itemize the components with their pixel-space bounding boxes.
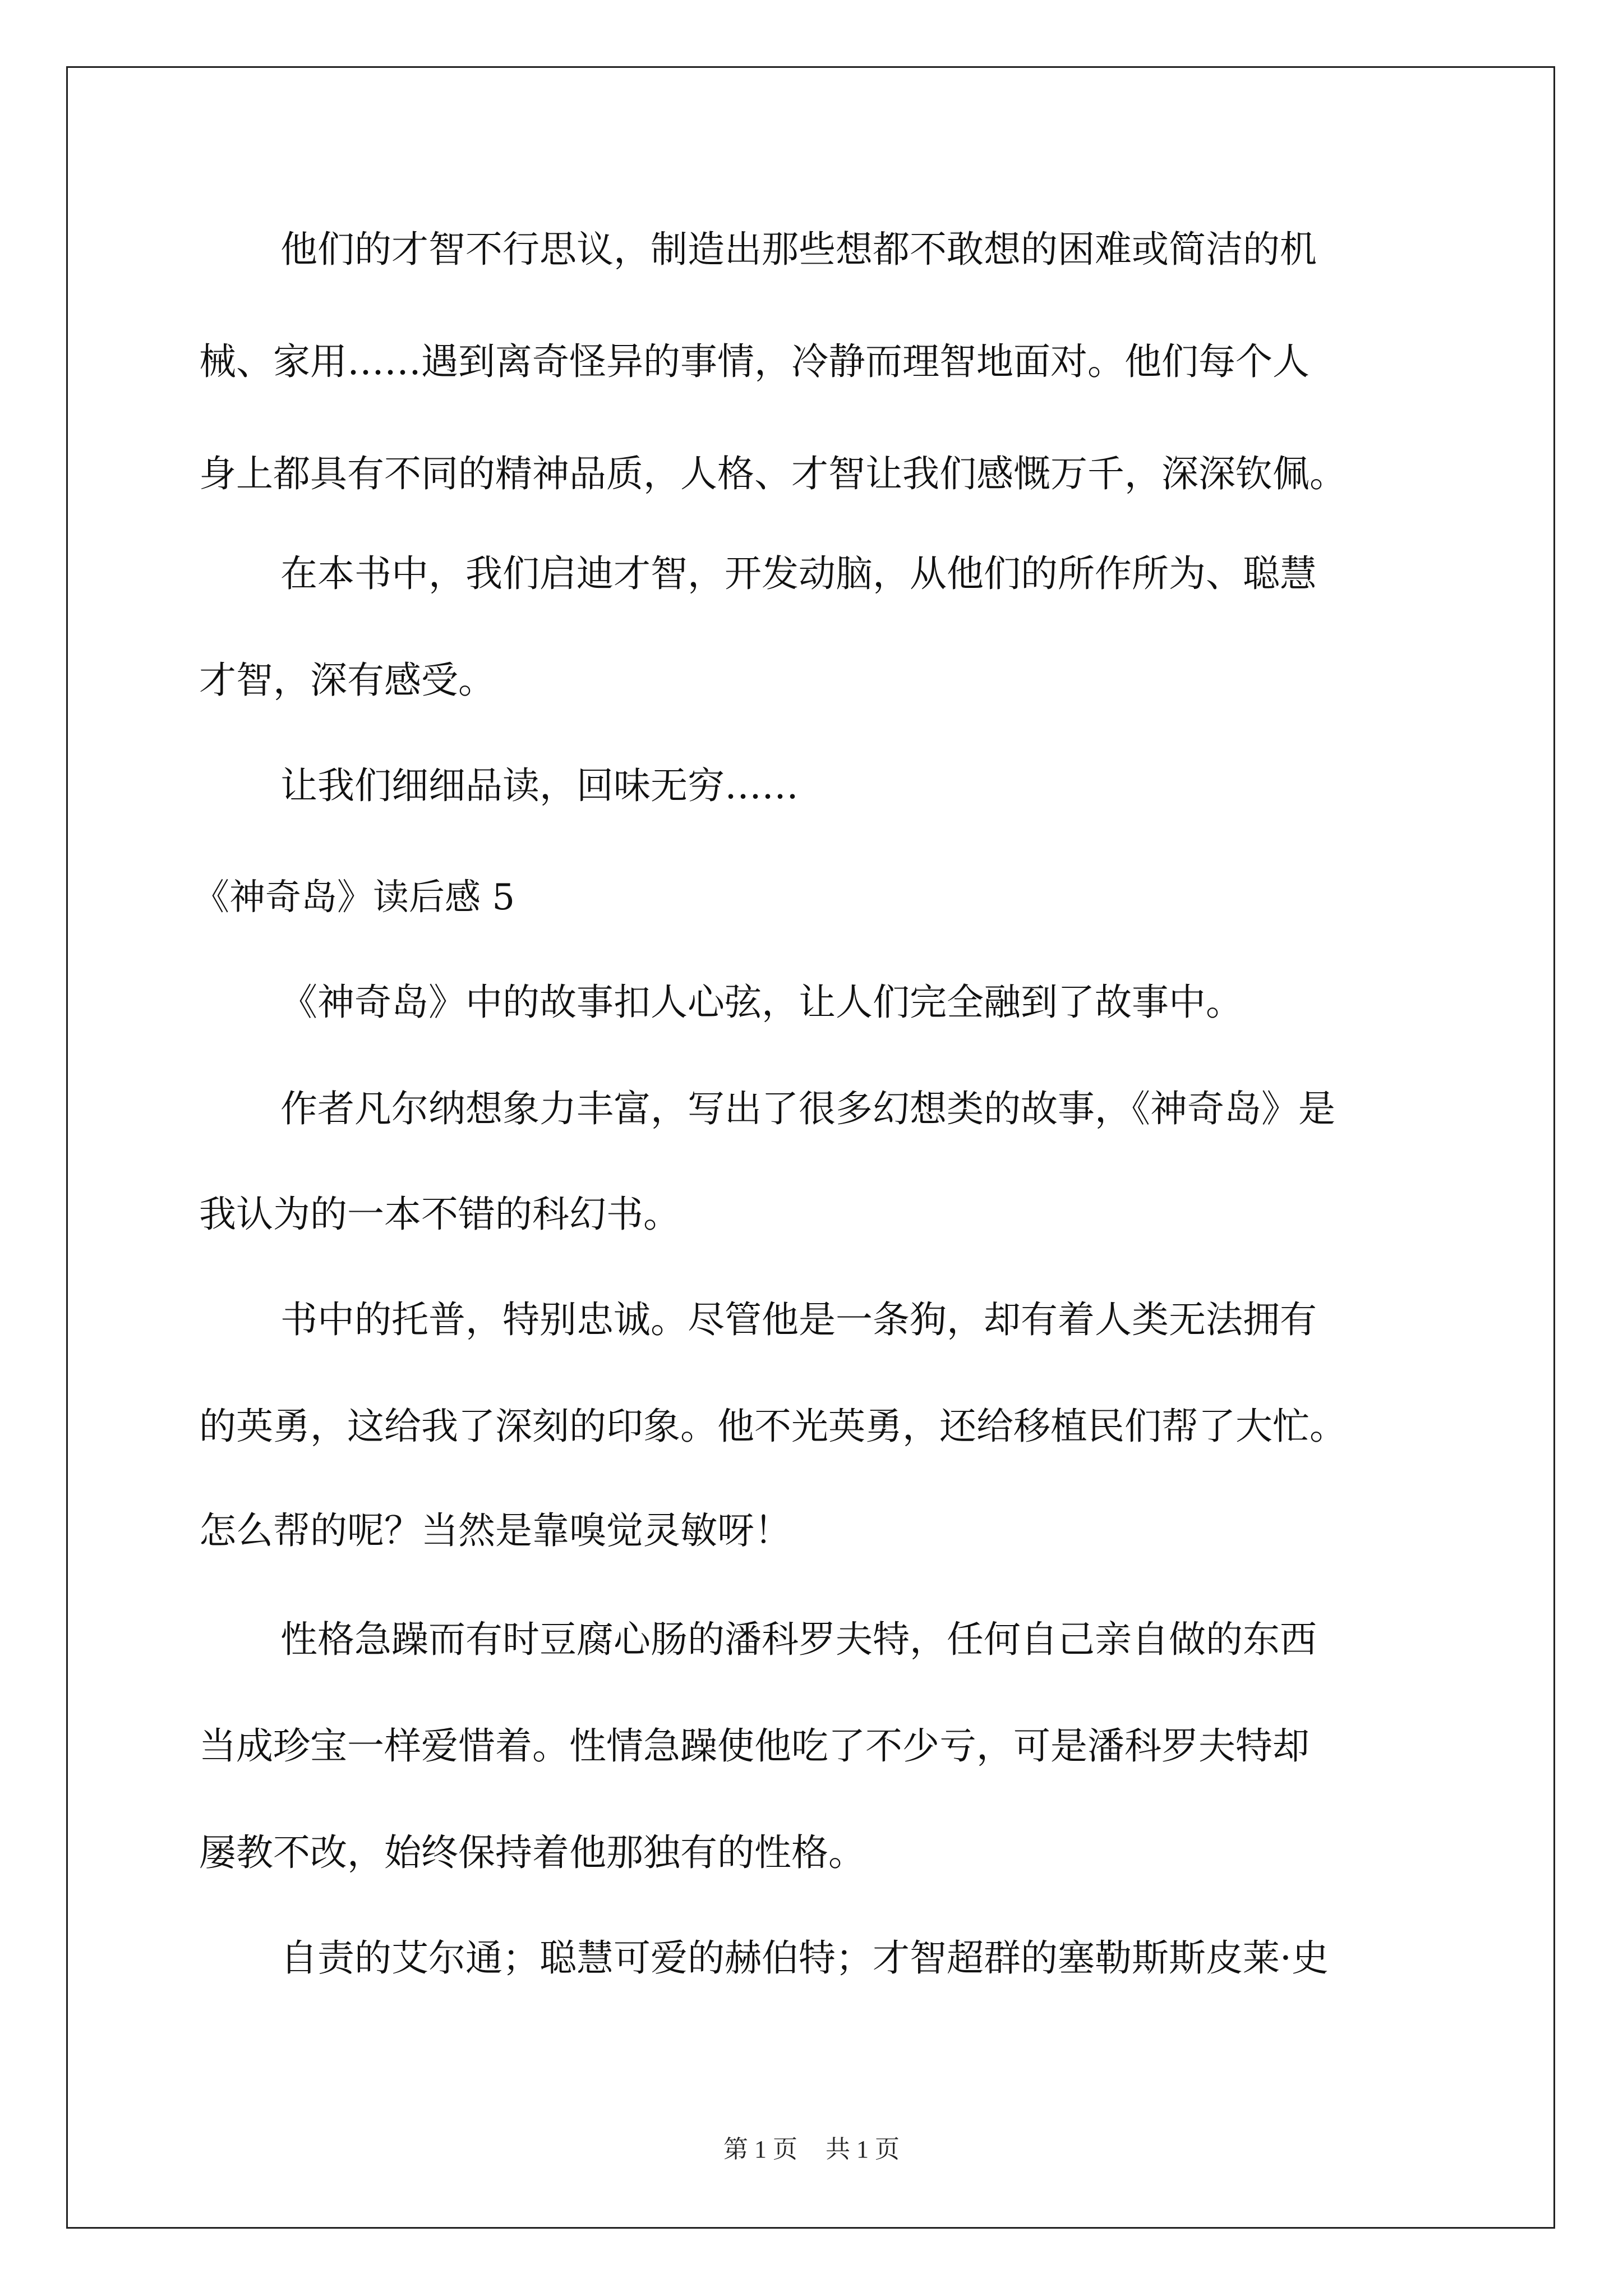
page-border (66, 66, 1555, 2229)
section-heading: 《神奇岛》读后感 5 (193, 877, 515, 918)
text-line: 在本书中，我们启迪才智，开发动脑，从他们的所作所为、聪慧 (280, 552, 1317, 595)
text-line: 才智，深有感受。 (199, 659, 495, 702)
text-line: 怎么帮的呢？当然是靠嗅觉灵敏呀！ (199, 1509, 791, 1552)
text-line: 当成珍宝一样爱惜着。性情急躁使他吃了不少亏，可是潘科罗夫特却 (199, 1724, 1310, 1768)
text-line: 身上都具有不同的精神品质，人格、才智让我们感慨万千，深深钦佩。 (199, 452, 1347, 495)
text-line: 让我们细细品读，回味无穷…… (280, 764, 799, 807)
text-line: 我认为的一本不错的科幻书。 (199, 1193, 680, 1236)
text-line: 屡教不改，始终保持着他那独有的性格。 (199, 1831, 865, 1874)
page-total: 共 1 页 (826, 2136, 900, 2163)
text-line: 作者凡尔纳想象力丰富，写出了很多幻想类的故事，《神奇岛》是 (280, 1087, 1335, 1130)
text-line: 械、家用……遇到离奇怪异的事情，冷静而理智地面对。他们每个人 (199, 340, 1310, 383)
text-line: 性格急躁而有时豆腐心肠的潘科罗夫特，任何自己亲自做的东西 (280, 1618, 1317, 1661)
text-line: 的英勇，这给我了深刻的印象。他不光英勇，还给移植民们帮了大忙。 (199, 1405, 1347, 1448)
text-line: 他们的才智不行思议，制造出那些想都不敢想的困难或简洁的机 (280, 228, 1317, 271)
text-line: 书中的托普，特别忠诚。尽管他是一条狗，却有着人类无法拥有 (280, 1298, 1317, 1341)
page-number: 第 1 页 (723, 2136, 797, 2163)
page-footer (0, 2129, 1623, 2165)
text-line: 《神奇岛》中的故事扣人心弦，让人们完全融到了故事中。 (280, 981, 1243, 1024)
text-line: 自责的艾尔通；聪慧可爱的赫伯特；才智超群的塞勒斯斯皮莱·史 (280, 1936, 1329, 1980)
